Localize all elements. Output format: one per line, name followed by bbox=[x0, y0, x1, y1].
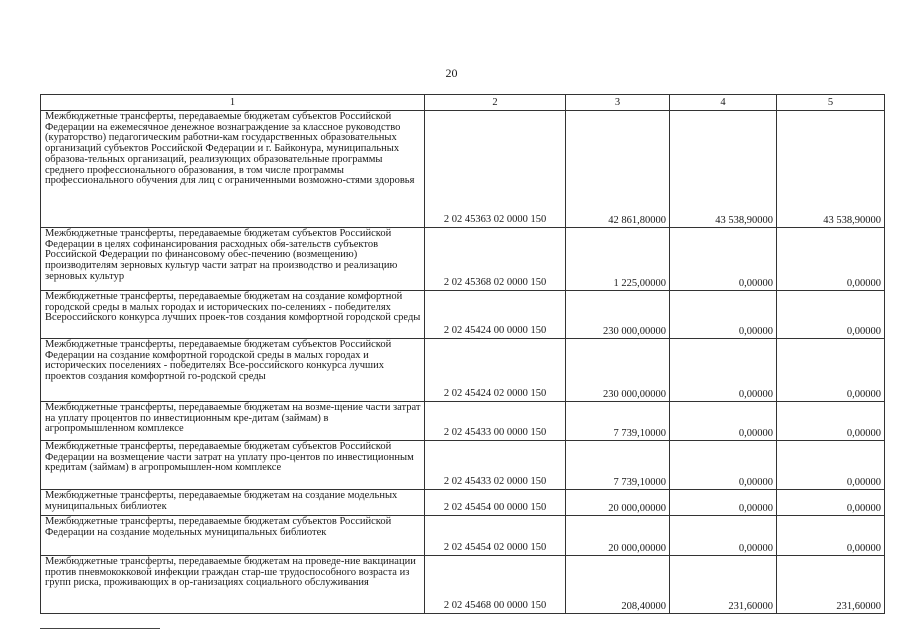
row-value-col3: 208,40000 bbox=[566, 556, 670, 614]
row-value-col5: 0,00000 bbox=[777, 490, 885, 516]
row-value-col3: 230 000,00000 bbox=[566, 339, 670, 402]
row-value-col3: 1 225,00000 bbox=[566, 228, 670, 291]
row-code: 2 02 45363 02 0000 150 bbox=[425, 111, 566, 228]
table-row bbox=[41, 228, 885, 291]
row-value-col4: 231,60000 bbox=[670, 556, 777, 614]
column-header: 3 bbox=[566, 95, 670, 111]
row-code: 2 02 45424 00 0000 150 bbox=[425, 291, 566, 339]
table-row bbox=[41, 402, 885, 441]
row-description: Межбюджетные трансферты, передаваемые бюджетам на создание комфортной городской среды в малых городах и исторических по-селениях - победителях Всероссийского конкурса лучших проек-тов создания комфортной городской среды bbox=[41, 291, 425, 339]
column-header: 4 bbox=[670, 95, 777, 111]
row-value-col4: 0,00000 bbox=[670, 516, 777, 556]
row-code: 2 02 45368 02 0000 150 bbox=[425, 228, 566, 291]
row-value-col3: 230 000,00000 bbox=[566, 291, 670, 339]
row-value-col5: 0,00000 bbox=[777, 291, 885, 339]
table-header-row bbox=[41, 95, 885, 111]
row-description: Межбюджетные трансферты, передаваемые бюджетам субъектов Российской Федерации на создание модельных муниципальных библиотек bbox=[41, 516, 425, 556]
row-value-col4: 0,00000 bbox=[670, 228, 777, 291]
budget-table bbox=[40, 94, 885, 614]
row-description: Межбюджетные трансферты, передаваемые бюджетам субъектов Российской Федерации в целях софинансирования расходных обя-зательств субъектов Российской Федерации по финансовому обес-печению (возмещению) производителям зерновых культур части затрат на производство и реализацию зерновых культур bbox=[41, 228, 425, 291]
column-header: 1 bbox=[41, 95, 425, 111]
table-row bbox=[41, 516, 885, 556]
row-value-col5: 0,00000 bbox=[777, 441, 885, 490]
column-header: 5 bbox=[777, 95, 885, 111]
row-value-col4: 0,00000 bbox=[670, 490, 777, 516]
row-code: 2 02 45454 00 0000 150 bbox=[425, 490, 566, 516]
table-row bbox=[41, 111, 885, 228]
row-code: 2 02 45433 02 0000 150 bbox=[425, 441, 566, 490]
row-value-col3: 20 000,00000 bbox=[566, 490, 670, 516]
row-description: Межбюджетные трансферты, передаваемые бюджетам на создание модельных муниципальных библиотек bbox=[41, 490, 425, 516]
row-value-col5: 0,00000 bbox=[777, 402, 885, 441]
row-description: Межбюджетные трансферты, передаваемые бюджетам на возме-щение части затрат на уплату процентов по инвестиционным кре-дитам (займам) в агропромышленном комплексе bbox=[41, 402, 425, 441]
row-code: 2 02 45433 00 0000 150 bbox=[425, 402, 566, 441]
row-description: Межбюджетные трансферты, передаваемые бюджетам субъектов Российской Федерации на ежемесячное денежное вознаграждение за классное руководство (кураторство) педагогическим работни-кам государственных образовательных организаций субъектов Российской Федерации и г. Байконура, муниципальных образова-тельных организаций, реализующих образовательные программы среднего профессионального образования, в том числе программы профессионального обучения для лиц с ограниченными возможно-стями здоровья bbox=[41, 111, 425, 228]
row-value-col4: 0,00000 bbox=[670, 339, 777, 402]
row-value-col5: 0,00000 bbox=[777, 339, 885, 402]
row-value-col3: 42 861,80000 bbox=[566, 111, 670, 228]
row-description: Межбюджетные трансферты, передаваемые бюджетам субъектов Российской Федерации на создание комфортной городской среды в малых городах и исторических поселениях - победителях Все-российского конкурса лучших проектов создания комфортной го-родской среды bbox=[41, 339, 425, 402]
column-header: 2 bbox=[425, 95, 566, 111]
row-code: 2 02 45454 02 0000 150 bbox=[425, 516, 566, 556]
row-value-col4: 0,00000 bbox=[670, 402, 777, 441]
row-value-col5: 0,00000 bbox=[777, 228, 885, 291]
footnote-separator bbox=[40, 628, 160, 629]
table-row bbox=[41, 339, 885, 402]
row-value-col3: 7 739,10000 bbox=[566, 441, 670, 490]
row-value-col4: 0,00000 bbox=[670, 441, 777, 490]
page-number: 20 bbox=[445, 66, 458, 80]
row-value-col5: 43 538,90000 bbox=[777, 111, 885, 228]
table-row bbox=[41, 490, 885, 516]
table-row bbox=[41, 556, 885, 614]
row-value-col5: 231,60000 bbox=[777, 556, 885, 614]
row-description: Межбюджетные трансферты, передаваемые бюджетам субъектов Российской Федерации на возмещение части затрат на уплату про-центов по инвестиционным кредитам (займам) в агропромышлен-ном комплексе bbox=[41, 441, 425, 490]
row-value-col3: 7 739,10000 bbox=[566, 402, 670, 441]
row-value-col5: 0,00000 bbox=[777, 516, 885, 556]
row-value-col3: 20 000,00000 bbox=[566, 516, 670, 556]
row-code: 2 02 45424 02 0000 150 bbox=[425, 339, 566, 402]
row-value-col4: 0,00000 bbox=[670, 291, 777, 339]
row-code: 2 02 45468 00 0000 150 bbox=[425, 556, 566, 614]
table-row bbox=[41, 441, 885, 490]
row-value-col4: 43 538,90000 bbox=[670, 111, 777, 228]
row-description: Межбюджетные трансферты, передаваемые бюджетам на проведе-ние вакцинации против пневмококковой инфекции граждан стар-ше трудоспособного возраста из групп риска, проживающих в ор-ганизациях социального обслуживания bbox=[41, 556, 425, 614]
table-row bbox=[41, 291, 885, 339]
